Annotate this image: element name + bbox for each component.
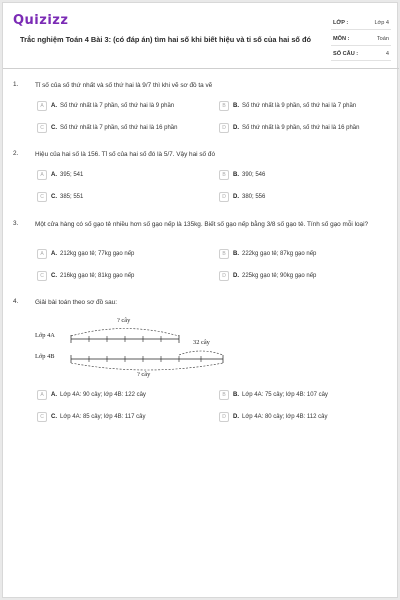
meta-subject-value: Toán [376, 36, 389, 42]
option-text: Số thứ nhất là 7 phần, số thứ hai là 16 phần [60, 125, 178, 131]
diagram-difference-label: 32 cây [193, 339, 210, 346]
option-text: Lớp 4A: 85 cây; lớp 4B: 117 cây [60, 414, 146, 420]
diagram-top-brace-label: ? cây [117, 317, 131, 324]
option-letter: A. [51, 392, 57, 398]
option-letter: B. [233, 251, 239, 257]
meta-question-count [331, 47, 391, 61]
option-letter: D. [233, 194, 239, 200]
option-letter: B. [233, 172, 239, 178]
segment-diagram-drawing [31, 315, 231, 381]
option-letter: B. [233, 392, 239, 398]
option-box[interactable]: C [37, 192, 47, 202]
option-text: 390; 546 [242, 172, 266, 178]
option-letter: A. [51, 251, 57, 257]
meta-question-count-value: 4 [385, 51, 389, 57]
question-text: Tỉ số của số thứ nhất và số thứ hai là 9/7 thì khi vẽ sơ đồ ta vẽ [35, 82, 213, 89]
option-text: 395; 541 [60, 172, 84, 178]
option-box[interactable]: A [37, 170, 47, 180]
option-box[interactable]: D [219, 271, 229, 281]
option-box[interactable]: B [219, 170, 229, 180]
worksheet-title: Trắc nghiệm Toán 4 Bài 3: (có đáp án) tìm hai số khi biết hiệu và tỉ số của hai số đó [20, 35, 312, 44]
option-box[interactable]: D [219, 192, 229, 202]
option-box[interactable]: A [37, 390, 47, 400]
option-letter: D. [233, 125, 239, 131]
worksheet-page [2, 2, 398, 598]
option-box[interactable]: C [37, 412, 47, 422]
option-letter: A. [51, 103, 57, 109]
question-text: Giải bài toán theo sơ đồ sau: [35, 299, 117, 306]
option-text: 385; 551 [60, 194, 84, 200]
option-box[interactable]: D [219, 123, 229, 133]
option-text: 212kg gạo tẻ; 77kg gạo nếp [60, 251, 135, 257]
meta-grade-value: Lớp 4 [374, 20, 389, 26]
quizizz-logo: Quizizz [13, 13, 69, 28]
question-text: Một cửa hàng có số gạo tẻ nhiều hơn số gạo nếp là 135kg. Biết số gạo nếp bằng 3/8 số gạo tẻ. Tính số gạo mỗi loại? [35, 221, 369, 228]
meta-grade-key: LỚP : [333, 20, 349, 26]
meta-subject-key: MÔN : [333, 36, 350, 42]
option-text: Lớp 4A: 90 cây; lớp 4B: 122 cây [60, 392, 146, 398]
diagram-label-4b: Lớp 4B [35, 353, 55, 360]
question-number: 4. [13, 298, 19, 305]
option-letter: C. [51, 194, 57, 200]
meta-subject [331, 32, 391, 46]
option-letter: C. [51, 125, 57, 131]
worksheet-header [3, 3, 399, 69]
question-number: 2. [13, 150, 19, 157]
option-text: 216kg gạo tẻ; 81kg gạo nếp [60, 273, 135, 279]
option-letter: B. [233, 103, 239, 109]
option-text: Lớp 4A: 80 cây; lớp 4B: 112 cây [242, 414, 328, 420]
option-text: Số thứ nhất là 9 phần, số thứ hai là 16 phần [242, 125, 360, 131]
option-box[interactable]: A [37, 101, 47, 111]
diagram-bottom-brace-label: ? cây [137, 371, 151, 378]
question-text: Hiệu của hai số là 156. Tỉ số của hai số đó là 5/7. Vậy hai số đó [35, 151, 215, 158]
question-number: 1. [13, 81, 19, 88]
option-text: Số thứ nhất là 9 phần, số thứ hai là 7 phần [242, 103, 357, 109]
question-number: 3. [13, 220, 19, 227]
option-letter: D. [233, 414, 239, 420]
diagram-label-4a: Lớp 4A [35, 332, 55, 339]
option-box[interactable]: B [219, 390, 229, 400]
option-box[interactable]: A [37, 249, 47, 259]
option-box[interactable]: C [37, 271, 47, 281]
option-letter: A. [51, 172, 57, 178]
option-box[interactable]: B [219, 249, 229, 259]
meta-question-count-key: SỐ CÂU : [333, 51, 359, 57]
option-letter: C. [51, 414, 57, 420]
option-text: Lớp 4A: 75 cây; lớp 4B: 107 cây [242, 392, 328, 398]
option-text: 380; 556 [242, 194, 266, 200]
option-text: 225kg gạo tẻ; 90kg gạo nếp [242, 273, 317, 279]
option-box[interactable]: C [37, 123, 47, 133]
option-letter: D. [233, 273, 239, 279]
segment-diagram [31, 315, 231, 381]
option-box[interactable]: B [219, 101, 229, 111]
option-letter: C. [51, 273, 57, 279]
option-text: 222kg gạo tẻ; 87kg gạo nếp [242, 251, 317, 257]
meta-grade [331, 16, 391, 30]
option-box[interactable]: D [219, 412, 229, 422]
option-text: Số thứ nhất là 7 phần, số thứ hai là 9 phần [60, 103, 175, 109]
